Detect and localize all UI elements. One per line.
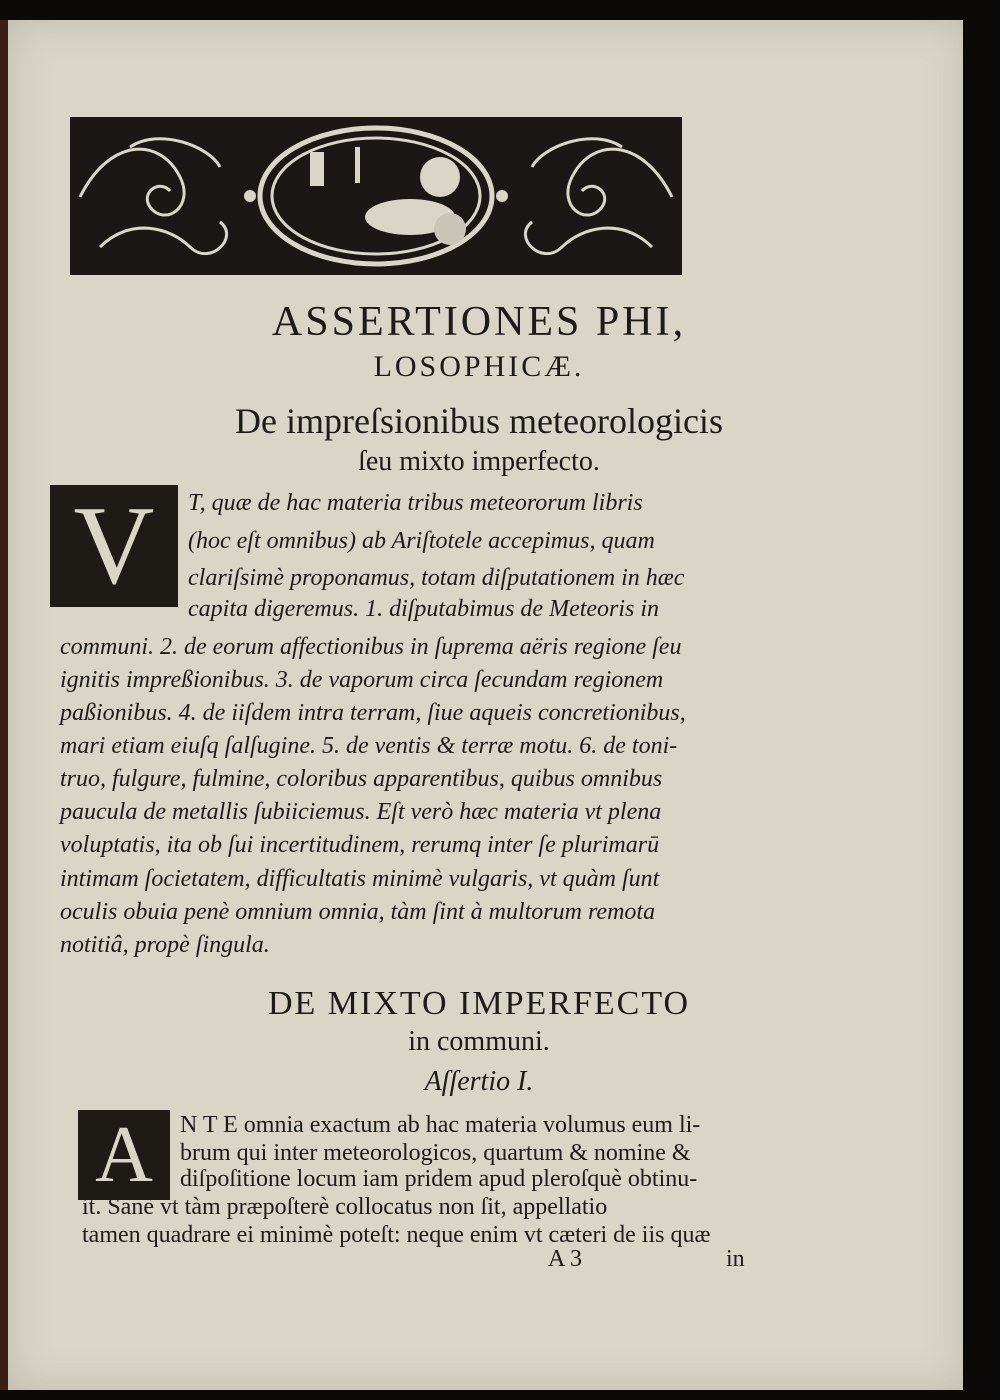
assertio-heading: Aſſertio I. (424, 1066, 534, 1097)
body-line: diſpoſitione locum iam pridem apud pleroſquè obtinu- (180, 1166, 698, 1192)
intro-line: ignitis impreßionibus. 3. de vaporum circa ſecundam regionem (60, 667, 664, 693)
intro-line: paucula de metallis ſubiiciemus. Eſt verò hæc materia vt plena (60, 799, 662, 825)
decorated-initial-a (78, 1110, 170, 1200)
initial-letter: A (95, 1111, 153, 1199)
intro-line: voluptatis, ita ob ſui incertitudinem, rerumq inter ſe plurimarū (60, 832, 660, 858)
intro-line: truo, fulgure, fulmine, coloribus apparentibus, quibus omnibus (60, 766, 663, 792)
body-line: brum qui inter meteorologicos, quartum & nomine & (180, 1140, 691, 1166)
body-line: it. Sanè vt tàm præpoſterè collocatus non ſit, appellatio (82, 1194, 608, 1220)
intro-line: (hoc eſt omnibus) ab Ariſtotele accepimus, quam (188, 528, 655, 554)
page-title-line-1: ASSERTIONES PHI, (271, 299, 687, 345)
intro-line: oculis obuia penè omnium omnia, tàm ſint à multorum remota (60, 899, 656, 925)
intro-line: paßionibus. 4. de iiſdem intra terram, ſiue aqueis concretionibus, (60, 700, 686, 726)
section-title-line-2: in communi. (408, 1026, 550, 1057)
body-line: N T E omnia exactum ab hac materia volumus eum li- (180, 1112, 701, 1138)
initial-letter: V (73, 484, 155, 608)
page-title-line-2: LOSOPHICÆ. (373, 350, 585, 383)
signature-mark: A 3 (548, 1246, 583, 1272)
section-title-line-1: DE MIXTO IMPERFECTO (267, 985, 691, 1022)
intro-line: mari etiam eiuſq ſalſugine. 5. de ventis & terræ motu. 6. de toni- (60, 733, 678, 759)
intro-line: capita digeremus. 1. diſputabimus de Meteoris in (188, 596, 660, 622)
scan-border (963, 20, 1000, 1390)
intro-line: communi. 2. de eorum affectionibus in ſuprema aëris regione ſeu (60, 634, 682, 660)
subtitle-line-2: ſeu mixto imperfecto. (358, 446, 600, 477)
woodcut-headpiece (70, 117, 682, 275)
intro-line: intimam ſocietatem, difficultatis minimè vulgaris, vt quàm ſunt (60, 866, 660, 892)
subtitle-line-1: De impreſsionibus meteorologicis (235, 401, 723, 441)
body-line: tamen quadrare ei minimè poteſt: neque enim vt cæteri de iis quæ (82, 1222, 711, 1248)
intro-line: notitiâ, propè ſingula. (60, 932, 270, 958)
catchword: in (726, 1246, 745, 1272)
decorated-initial-v (50, 485, 178, 607)
intro-line: T, quæ de hac materia tribus meteororum libris (188, 490, 643, 516)
intro-line: clariſsimè proponamus, totam diſputationem in hæc (188, 565, 685, 591)
